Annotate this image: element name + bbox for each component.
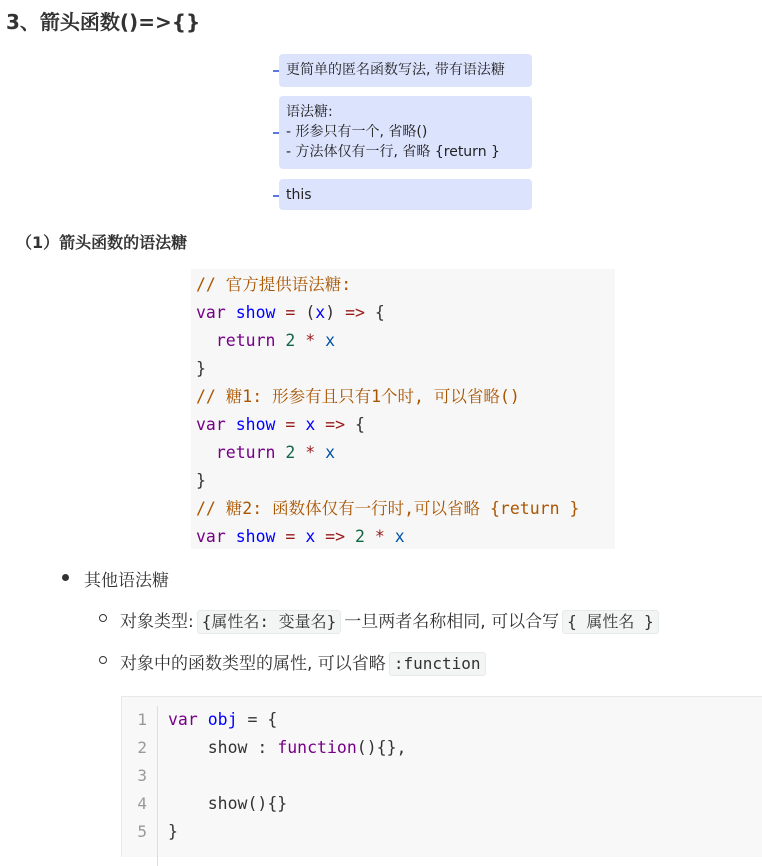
mindmap-node[interactable]: 语法糖: - 形参只有一个, 省略() - 方法体仅有一行, 省略 {return } (279, 96, 532, 169)
line-number: 4 (137, 794, 147, 813)
line-number: 3 (137, 766, 147, 785)
bullet-sub-1: 对象类型: {属性名: 变量名} 一旦两者名称相同, 可以合写 { 属性名 } (120, 607, 662, 634)
code-line: show : function(){}, (207, 738, 407, 757)
subsection-heading: （1）箭头函数的语法糖 (16, 233, 188, 252)
mindmap-node[interactable]: this (279, 179, 532, 210)
inline-code: {属性名: 变量名} (197, 610, 342, 634)
code-line: var show = (x) => { (196, 303, 385, 322)
code-line (196, 383, 520, 411)
code-comment: // 糖2: 函数体仅有一行时,可以省略 {return } (196, 499, 580, 518)
code-comment: // 糖1: 形参有且只有1个时, 可以省略() (196, 387, 520, 406)
mindmap-node[interactable]: 更简单的匿名函数写法, 带有语法糖 (279, 54, 532, 87)
bullet-circle-icon (99, 656, 107, 664)
bullet-sub-2: 对象中的函数类型的属性, 可以省略 :function (120, 649, 489, 676)
line-number-gutter (122, 706, 158, 866)
section-heading: 3、箭头函数()=>{} (6, 10, 201, 34)
code-line: show(){} (207, 794, 288, 813)
code-line: var show = x => 2 * x (196, 527, 405, 546)
bullet-disc-icon (62, 574, 69, 581)
code-comment: // 官方提供语法糖: (196, 275, 352, 294)
line-number: 1 (137, 710, 147, 729)
inline-code: :function (389, 652, 486, 676)
code-line: var obj = { (168, 710, 278, 729)
code-line: var show = x => { (196, 415, 365, 434)
bullet-circle-icon (99, 614, 107, 622)
inline-code: { 属性名 } (562, 610, 659, 634)
code-line: } (196, 359, 206, 378)
code-line (196, 495, 579, 523)
line-number: 5 (137, 822, 147, 841)
code-line: return 2 * x (215, 443, 336, 462)
code-block-object (121, 696, 762, 857)
code-line: } (168, 822, 178, 841)
bullet-main-text: 其他语法糖 (84, 571, 169, 591)
line-number: 2 (137, 738, 147, 757)
code-line: } (196, 471, 206, 490)
code-block-arrow-syntax (191, 269, 615, 549)
code-line (196, 271, 351, 299)
code-line: return 2 * x (215, 331, 336, 350)
